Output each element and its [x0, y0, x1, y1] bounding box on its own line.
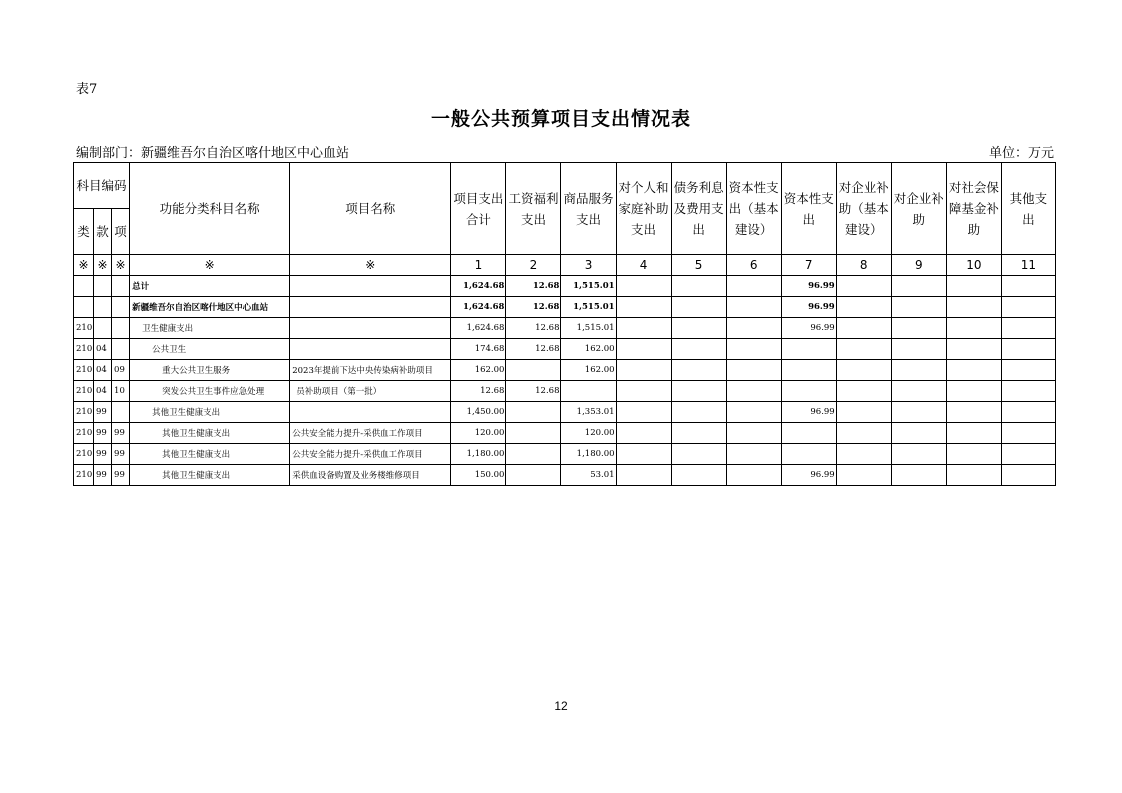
cell-c7: 96.99 — [781, 465, 836, 486]
cell-c3: 1,515.01 — [561, 276, 616, 297]
cell-xiang — [112, 318, 130, 339]
cell-c8 — [836, 402, 891, 423]
index-cell: 9 — [891, 255, 946, 276]
cell-c1: 150.00 — [451, 465, 506, 486]
index-cell: ※ — [74, 255, 94, 276]
index-cell: ※ — [290, 255, 451, 276]
cell-func: 其他卫生健康支出 — [130, 444, 290, 465]
cell-c8 — [836, 465, 891, 486]
cell-c1: 1,624.68 — [451, 318, 506, 339]
cell-xiang: 09 — [112, 360, 130, 381]
cell-kuan: 99 — [94, 402, 112, 423]
header-xiang: 项 — [112, 209, 130, 255]
index-cell: 11 — [1001, 255, 1055, 276]
cell-c10 — [946, 381, 1001, 402]
cell-func: 公共卫生 — [130, 339, 290, 360]
cell-c7 — [781, 423, 836, 444]
index-cell: 7 — [781, 255, 836, 276]
cell-c9 — [891, 402, 946, 423]
cell-c7: 96.99 — [781, 318, 836, 339]
cell-c6 — [726, 465, 781, 486]
cell-c9 — [891, 444, 946, 465]
cell-proj: 采供血设备购置及业务楼维修项目 — [290, 465, 451, 486]
cell-c7: 96.99 — [781, 276, 836, 297]
header-c1: 项目支出合计 — [451, 163, 506, 255]
cell-c10 — [946, 444, 1001, 465]
cell-c9 — [891, 297, 946, 318]
cell-c5 — [671, 318, 726, 339]
table-row — [74, 297, 1056, 318]
cell-c10 — [946, 360, 1001, 381]
cell-c5 — [671, 423, 726, 444]
cell-c3: 1,515.01 — [561, 297, 616, 318]
cell-c6 — [726, 381, 781, 402]
cell-xiang: 99 — [112, 444, 130, 465]
cell-kuan — [94, 276, 112, 297]
table-row — [74, 444, 1056, 465]
cell-c4 — [616, 402, 671, 423]
cell-lei: 210 — [74, 465, 94, 486]
cell-c11 — [1001, 423, 1055, 444]
cell-xiang — [112, 276, 130, 297]
cell-proj — [290, 339, 451, 360]
cell-c7 — [781, 339, 836, 360]
cell-c8 — [836, 360, 891, 381]
cell-c3: 1,353.01 — [561, 402, 616, 423]
page-number: 12 — [554, 699, 568, 713]
table-row — [74, 339, 1056, 360]
cell-c9 — [891, 360, 946, 381]
cell-proj — [290, 318, 451, 339]
cell-c11 — [1001, 276, 1055, 297]
cell-c6 — [726, 360, 781, 381]
cell-c9 — [891, 381, 946, 402]
cell-xiang: 99 — [112, 465, 130, 486]
cell-c4 — [616, 339, 671, 360]
cell-c4 — [616, 423, 671, 444]
index-cell: 1 — [451, 255, 506, 276]
cell-c8 — [836, 339, 891, 360]
header-c6: 资本性支出（基本建设） — [726, 163, 781, 255]
index-cell: 10 — [946, 255, 1001, 276]
table-row — [74, 465, 1056, 486]
cell-c11 — [1001, 360, 1055, 381]
cell-c5 — [671, 402, 726, 423]
cell-func: 其他卫生健康支出 — [130, 402, 290, 423]
cell-proj: 公共安全能力提升-采供血工作项目 — [290, 423, 451, 444]
cell-c1: 1,450.00 — [451, 402, 506, 423]
cell-kuan: 99 — [94, 423, 112, 444]
cell-func: 新疆维吾尔自治区喀什地区中心血站 — [130, 297, 290, 318]
table-row — [74, 423, 1056, 444]
header-c2: 工资福利支出 — [506, 163, 561, 255]
cell-c9 — [891, 423, 946, 444]
cell-c5 — [671, 276, 726, 297]
cell-func: 突发公共卫生事件应急处理 — [130, 381, 290, 402]
table-tag: 表7 — [76, 82, 98, 97]
cell-c3: 162.00 — [561, 339, 616, 360]
cell-c7: 96.99 — [781, 297, 836, 318]
cell-c3: 162.00 — [561, 360, 616, 381]
cell-lei: 210 — [74, 318, 94, 339]
cell-kuan: 04 — [94, 360, 112, 381]
cell-proj: 员补助项目（第一批） — [290, 381, 451, 402]
cell-lei: 210 — [74, 339, 94, 360]
unit-label: 单位：万元 — [988, 146, 1054, 161]
cell-c6 — [726, 339, 781, 360]
cell-c10 — [946, 297, 1001, 318]
cell-kuan — [94, 297, 112, 318]
cell-c5 — [671, 360, 726, 381]
header-c10: 对社会保障基金补助 — [946, 163, 1001, 255]
cell-c4 — [616, 444, 671, 465]
cell-c2 — [506, 360, 561, 381]
cell-c5 — [671, 339, 726, 360]
header-kuan: 款 — [94, 209, 112, 255]
cell-c2: 12.68 — [506, 339, 561, 360]
cell-c11 — [1001, 297, 1055, 318]
cell-c8 — [836, 297, 891, 318]
cell-c9 — [891, 318, 946, 339]
cell-c5 — [671, 465, 726, 486]
cell-c8 — [836, 444, 891, 465]
cell-lei — [74, 276, 94, 297]
cell-c1: 120.00 — [451, 423, 506, 444]
cell-xiang: 99 — [112, 423, 130, 444]
cell-c1: 1,624.68 — [451, 276, 506, 297]
cell-func: 其他卫生健康支出 — [130, 423, 290, 444]
cell-c5 — [671, 297, 726, 318]
table-row — [74, 318, 1056, 339]
index-cell: 2 — [506, 255, 561, 276]
cell-c1: 1,624.68 — [451, 297, 506, 318]
cell-kuan: 99 — [94, 465, 112, 486]
cell-c8 — [836, 381, 891, 402]
cell-xiang — [112, 339, 130, 360]
cell-func: 其他卫生健康支出 — [130, 465, 290, 486]
cell-c1: 174.68 — [451, 339, 506, 360]
index-cell: 5 — [671, 255, 726, 276]
cell-lei: 210 — [74, 444, 94, 465]
header-c4: 对个人和家庭补助支出 — [616, 163, 671, 255]
cell-c11 — [1001, 318, 1055, 339]
header-c7: 资本性支出 — [781, 163, 836, 255]
cell-c2: 12.68 — [506, 318, 561, 339]
cell-c7 — [781, 360, 836, 381]
table-body — [74, 255, 1056, 486]
cell-c9 — [891, 276, 946, 297]
cell-c6 — [726, 444, 781, 465]
cell-kuan — [94, 318, 112, 339]
cell-c3: 120.00 — [561, 423, 616, 444]
cell-c4 — [616, 360, 671, 381]
cell-c2 — [506, 423, 561, 444]
index-cell: ※ — [112, 255, 130, 276]
cell-func: 卫生健康支出 — [130, 318, 290, 339]
cell-c9 — [891, 465, 946, 486]
department-label: 编制部门：新疆维吾尔自治区喀什地区中心血站 — [76, 146, 350, 161]
cell-c6 — [726, 318, 781, 339]
header-c11: 其他支出 — [1001, 163, 1055, 255]
cell-c8 — [836, 423, 891, 444]
cell-c5 — [671, 381, 726, 402]
cell-lei — [74, 297, 94, 318]
cell-c10 — [946, 423, 1001, 444]
cell-c1: 12.68 — [451, 381, 506, 402]
cell-c3 — [561, 381, 616, 402]
table-row — [74, 381, 1056, 402]
cell-kuan: 04 — [94, 339, 112, 360]
cell-c3: 53.01 — [561, 465, 616, 486]
cell-proj — [290, 297, 451, 318]
cell-c1: 162.00 — [451, 360, 506, 381]
cell-c10 — [946, 339, 1001, 360]
cell-c2 — [506, 402, 561, 423]
cell-proj: 2023年提前下达中央传染病补助项目 — [290, 360, 451, 381]
cell-c10 — [946, 318, 1001, 339]
cell-c3: 1,515.01 — [561, 318, 616, 339]
header-c5: 债务利息及费用支出 — [671, 163, 726, 255]
index-cell: 3 — [561, 255, 616, 276]
table-row — [74, 276, 1056, 297]
header-lei: 类 — [74, 209, 94, 255]
cell-proj — [290, 276, 451, 297]
cell-c10 — [946, 276, 1001, 297]
cell-c11 — [1001, 444, 1055, 465]
cell-c11 — [1001, 465, 1055, 486]
index-cell: 4 — [616, 255, 671, 276]
cell-kuan: 99 — [94, 444, 112, 465]
cell-c2 — [506, 444, 561, 465]
cell-c2 — [506, 465, 561, 486]
cell-kuan: 04 — [94, 381, 112, 402]
cell-c9 — [891, 339, 946, 360]
header-subject-code: 科目编码 — [74, 163, 130, 209]
cell-c6 — [726, 276, 781, 297]
cell-c2: 12.68 — [506, 381, 561, 402]
cell-func: 重大公共卫生服务 — [130, 360, 290, 381]
index-cell: ※ — [94, 255, 112, 276]
cell-proj — [290, 402, 451, 423]
cell-c11 — [1001, 381, 1055, 402]
cell-func: 总计 — [130, 276, 290, 297]
page-title: 一般公共预算项目支出情况表 — [430, 108, 691, 130]
header-func-name: 功能分类科目名称 — [130, 163, 290, 255]
index-cell: 8 — [836, 255, 891, 276]
cell-c4 — [616, 465, 671, 486]
cell-c4 — [616, 297, 671, 318]
cell-c6 — [726, 297, 781, 318]
header-c8: 对企业补助（基本建设） — [836, 163, 891, 255]
cell-c6 — [726, 423, 781, 444]
cell-c11 — [1001, 339, 1055, 360]
cell-xiang — [112, 297, 130, 318]
cell-c6 — [726, 402, 781, 423]
cell-c1: 1,180.00 — [451, 444, 506, 465]
cell-c10 — [946, 402, 1001, 423]
cell-lei: 210 — [74, 381, 94, 402]
header-project-name: 项目名称 — [290, 163, 451, 255]
cell-c4 — [616, 276, 671, 297]
cell-c4 — [616, 318, 671, 339]
cell-c7 — [781, 444, 836, 465]
cell-lei: 210 — [74, 402, 94, 423]
index-row — [74, 255, 1056, 276]
cell-c7: 96.99 — [781, 402, 836, 423]
cell-c8 — [836, 318, 891, 339]
index-cell: ※ — [130, 255, 290, 276]
table-row — [74, 360, 1056, 381]
cell-lei: 210 — [74, 423, 94, 444]
cell-c4 — [616, 381, 671, 402]
table-row — [74, 402, 1056, 423]
cell-c2: 12.68 — [506, 276, 561, 297]
cell-c10 — [946, 465, 1001, 486]
cell-xiang — [112, 402, 130, 423]
cell-lei: 210 — [74, 360, 94, 381]
cell-xiang: 10 — [112, 381, 130, 402]
cell-c11 — [1001, 402, 1055, 423]
header-c9: 对企业补助 — [891, 163, 946, 255]
cell-c5 — [671, 444, 726, 465]
cell-proj: 公共安全能力提升-采供血工作项目 — [290, 444, 451, 465]
cell-c7 — [781, 381, 836, 402]
expenditure-table — [73, 162, 1056, 486]
cell-c2: 12.68 — [506, 297, 561, 318]
table-header — [74, 163, 1056, 255]
header-c3: 商品服务支出 — [561, 163, 616, 255]
index-cell: 6 — [726, 255, 781, 276]
cell-c8 — [836, 276, 891, 297]
cell-c3: 1,180.00 — [561, 444, 616, 465]
